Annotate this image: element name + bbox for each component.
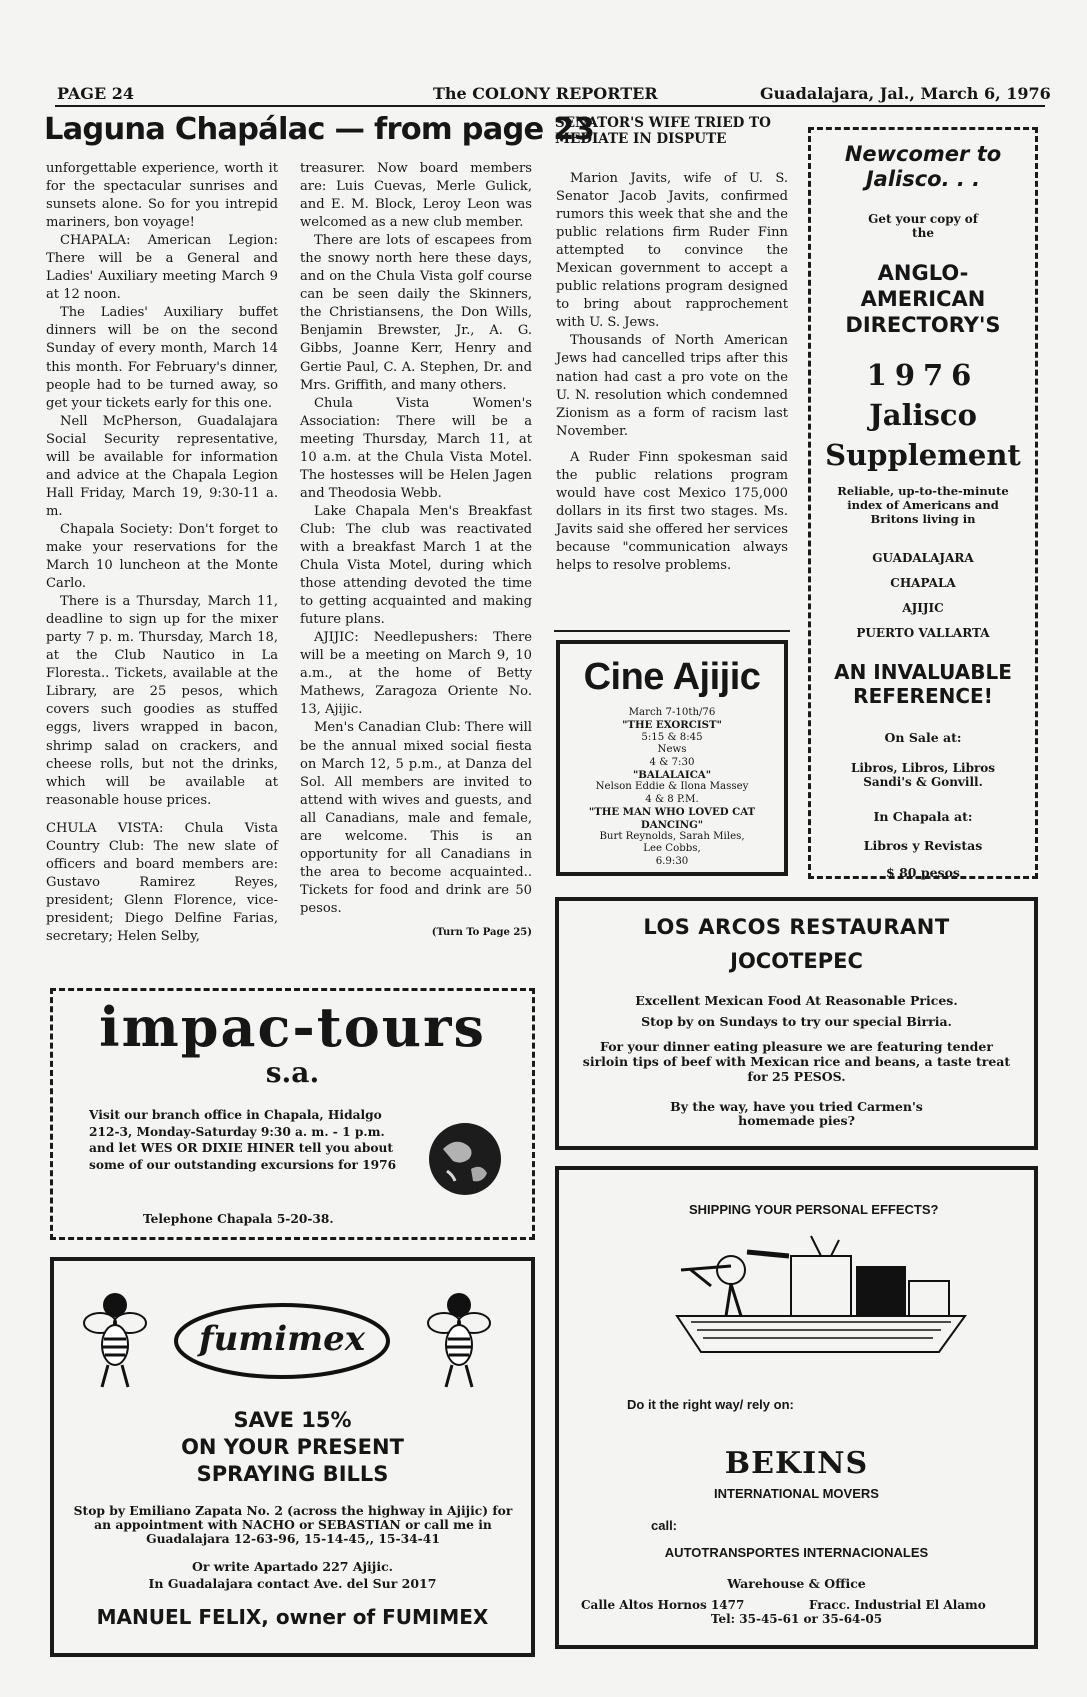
store-list: Libros, Libros, Libros Sandi's & Gonvill.: [850, 761, 996, 789]
cine-line: Burt Reynolds, Sarah Miles,: [599, 831, 745, 843]
cine-line: "THE EXORCIST": [622, 719, 722, 732]
save-line: ON YOUR PRESENT: [181, 1435, 404, 1459]
fumimex-stop: Stop by Emiliano Zapata No. 2 (across the highway in Ajijic) for an appointment with NACHO or SEBASTIAN or call me in Guadalajara 12-63-96, 15-14-45,, 15-34-41: [73, 1503, 513, 1546]
directory-description: Reliable, up-to-the-minute index of Americans and Britons living in: [837, 484, 1009, 526]
impac-tours-ad: [50, 988, 535, 1240]
city-item: GUADALAJARA: [872, 551, 974, 565]
laguna-paragraph: Chapala Society: Don't forget to make your reservations for the March 10 luncheon at the Monte Carlo.: [46, 521, 278, 592]
cine-line: 5:15 & 8:45: [641, 731, 703, 743]
bekins-warehouse: Warehouse & Office: [727, 1576, 866, 1591]
bekins-address-district: Fracc. Industrial El Alamo: [809, 1598, 986, 1612]
on-sale-label: On Sale at:: [884, 730, 962, 745]
fumimex-save: [54, 1407, 531, 1488]
cine-line: 6.9:30: [655, 855, 689, 867]
bee-left-illustration: [80, 1283, 150, 1393]
page-number: PAGE 24: [57, 84, 134, 103]
cine-ajijic-ad: [556, 640, 788, 876]
directory-supplement: Supplement: [825, 438, 1021, 472]
senator-column: [556, 170, 788, 575]
directory-price: $ 80 pesos: [886, 865, 960, 880]
fumimex-ad: [50, 1257, 535, 1657]
arcos-line: By the way, have you tried Carmen's homemade pies?: [670, 1099, 923, 1128]
impac-logo: impac-tours: [99, 995, 486, 1059]
get-your-copy: Get your copy of the: [868, 212, 978, 240]
chapala-store: Libros y Revistas: [863, 838, 983, 853]
senator-paragraph: Thousands of North American Jews had cancelled trips after this nation had cast a pro vote on the U. N. resolution which condemned Zionism as a form of racism last November.: [556, 333, 788, 439]
save-line: SAVE 15%: [233, 1408, 352, 1432]
save-line: SPRAYING BILLS: [196, 1462, 389, 1486]
bekins-ad: [555, 1166, 1038, 1649]
cine-line: 4 & 7:30: [649, 756, 695, 768]
laguna-column-1: [46, 160, 278, 946]
laguna-paragraph: Chula Vista Women's Association: There will be a meeting Thursday, March 11, at 10 a.m. at the Chula Vista Motel. The hostesses will be Helen Jagen and Theodosia Webb.: [300, 395, 532, 501]
impac-phone: Telephone Chapala 5-20-38.: [143, 1212, 334, 1226]
city-item: PUERTO VALLARTA: [856, 626, 990, 640]
laguna-paragraph: The Ladies' Auxiliary buffet dinners will be on the second Sunday of every month, March 14 this month. For February's dinner, people had to be turned away, so get your tickets early for this one.: [46, 305, 278, 411]
laguna-paragraph: CHAPALA: American Legion: There will be a General and Ladies' Auxiliary meeting March 9 at 12 noon.: [46, 233, 278, 303]
city-item: CHAPALA: [890, 576, 956, 590]
masthead-rule: [55, 105, 1045, 107]
directory-jalisco: Jalisco: [869, 398, 977, 432]
fumimex-logo: fumimex: [198, 1319, 366, 1359]
fumimex-write: Or write Apartado 227 Ajijic.: [191, 1559, 394, 1574]
bekins-address-street: Calle Altos Hornos 1477: [581, 1598, 745, 1612]
dateline: Guadalajara, Jal., March 6, 1976: [760, 84, 1051, 103]
moving-truck-illustration: [671, 1226, 971, 1361]
los-arcos-ad: [555, 897, 1038, 1150]
bekins-phone: Tel: 35-45-61 or 35-64-05: [710, 1612, 883, 1626]
laguna-paragraph: treasurer. Now board members are: Luis Cuevas, Merle Gulick, and E. M. Block, Leroy Leon was welcomed as a new club member.: [300, 161, 532, 231]
impac-text: Visit our branch office in Chapala, Hidalgo 212-3, Monday-Saturday 9:30 a. m. - 1 p.m. and let WES OR DIXIE HINER tell you about some of our outstanding excursions for 1976: [89, 1108, 397, 1172]
bekins-call: call:: [651, 1518, 678, 1533]
cine-line: March 7-10th/76: [628, 707, 716, 718]
paper-name: The COLONY REPORTER: [433, 84, 658, 103]
bekins-autotransportes: AUTOTRANSPORTES INTERNACIONALES: [664, 1545, 929, 1560]
laguna-column-2: [300, 160, 532, 942]
senator-headline: SENATOR'S WIFE TRIED TO MEDIATE IN DISPUTE: [555, 115, 771, 147]
arcos-line: Stop by on Sundays to try our special Birria.: [641, 1014, 952, 1029]
laguna-paragraph: CHULA VISTA: Chula Vista Country Club: The new slate of officers and board members are: Gustavo Ramirez Reyes, president; Glenn Florence, vice-president; Diego Delfine Farias, secretary; Helen Selby,: [46, 820, 278, 944]
city-item: AJIJIC: [902, 601, 944, 615]
cine-line: Nelson Eddie & Ilona Massey: [595, 781, 749, 793]
cine-line: News: [657, 744, 687, 756]
bee-right-illustration: [424, 1283, 494, 1393]
bekins-logo: BEKINS: [724, 1446, 869, 1481]
bekins-shipping: SHIPPING YOUR PERSONAL EFFECTS?: [689, 1202, 939, 1217]
cine-schedule: [560, 707, 784, 868]
laguna-paragraph: There are lots of escapees from the snowy north here these days, and on the Chula Vista golf course can be seen daily the Skinners, the Christiansens, the Don Wills, Benjamin Brewster, Jr., A. G. Gibbs, Joanne Kerr, Henry and Gertie Paul, C. A. Stephen, Dr. and Mrs. Griffith, and many others.: [300, 233, 532, 393]
cine-line: "BALALAICA": [632, 769, 712, 782]
cine-line: Lee Cobbs,: [643, 843, 701, 855]
bekins-international: INTERNATIONAL MOVERS: [714, 1486, 879, 1501]
cine-line: 4 & 8 P.M.: [645, 793, 699, 805]
laguna-paragraph: Men's Canadian Club: There will be the annual mixed social fiesta on March 12, 5 p.m., at Danza del Sol. All members are invited to attend with wives and guests, and all Canadians, male and female, are welcome. This is an opportunity for all Canadians in the area to become acquainted.. Tickets for food and drink are 50 pesos.: [300, 720, 532, 916]
arcos-line: For your dinner eating pleasure we are featuring tender sirloin tips of beef with Mexican rice and beans, a taste treat for 25 PESOS.: [582, 1039, 1011, 1084]
turn-to-page: (Turn To Page 25): [431, 926, 532, 938]
senator-paragraph: Marion Javits, wife of U. S. Senator Jacob Javits, confirmed rumors this week that she and the public relations firm Ruder Finn attempted to convince the Mexican government to accept a public relations program designed to bring about rapprochement with U. S. Jews.: [556, 171, 788, 331]
in-chapala-label: In Chapala at:: [873, 809, 973, 824]
arcos-place: JOCOTEPEC: [730, 949, 863, 973]
cine-title: Cine Ajijic: [583, 656, 761, 698]
impac-sa: s.a.: [265, 1056, 320, 1089]
arcos-line: Excellent Mexican Food At Reasonable Prices.: [635, 993, 958, 1008]
senator-rule: [554, 630, 790, 632]
city-list: [811, 546, 1035, 646]
arcos-title: LOS ARCOS RESTAURANT: [643, 915, 950, 939]
laguna-paragraph: There is a Thursday, March 11, deadline to sign up for the mixer party 7 p. m. Thursday, March 18, at the Club Nautico in La Floresta.. Tickets, available at the Library, are 25 pesos, which covers such goodies as stuffed eggs, livers wrapped in bacon, shrimp salad on crackers, and cheese rolls, but not the drinks, which will be available at reasonable house prices.: [46, 594, 278, 808]
laguna-paragraph: AJIJIC: Needlepushers: There will be a meeting on March 9, 10 a.m., at the home of Betty Mathews, Zaragoza Oriente No. 13, Ajijic.: [300, 630, 532, 718]
newcomer-heading: Newcomer to Jalisco. . .: [844, 142, 1002, 191]
laguna-paragraph: Nell McPherson, Guadalajara Social Security representative, will be available for information and advice at the Chapala Legion Hall Friday, March 19, 9:30-11 a. m.: [46, 413, 278, 519]
globe-illustration: [425, 1119, 505, 1199]
laguna-paragraph: unforgettable experience, worth it for the spectacular sunrises and sunsets alone. So for you intrepid mariners, bon voyage!: [46, 161, 278, 231]
laguna-headline: Laguna Chapálac — from page 23: [44, 112, 595, 147]
fumimex-contact: In Guadalajara contact Ave. del Sur 2017: [148, 1576, 437, 1591]
invaluable-reference: AN INVALUABLE REFERENCE!: [834, 660, 1012, 708]
fumimex-owner: MANUEL FELIX, owner of FUMIMEX: [96, 1605, 489, 1629]
cine-line: "THE MAN WHO LOVED CAT DANCING": [588, 806, 756, 831]
directory-year: 1976: [866, 358, 980, 392]
laguna-paragraph: Lake Chapala Men's Breakfast Club: The club was reactivated with a breakfast March 1 at the Chula Vista Motel, during which those attending devoted the time to getting acquainted and making future plans.: [300, 503, 532, 628]
bekins-do-it: Do it the right way/ rely on:: [627, 1397, 794, 1412]
senator-paragraph: A Ruder Finn spokesman said the public relations program would have cost Mexico 175,000 dollars in its first two stages. Ms. Javits said she offered her services because "communication always helps to resolve problems.: [556, 449, 788, 573]
directory-ad: [808, 127, 1038, 879]
directory-name: ANGLO-AMERICAN DIRECTORY'S: [845, 261, 1001, 337]
